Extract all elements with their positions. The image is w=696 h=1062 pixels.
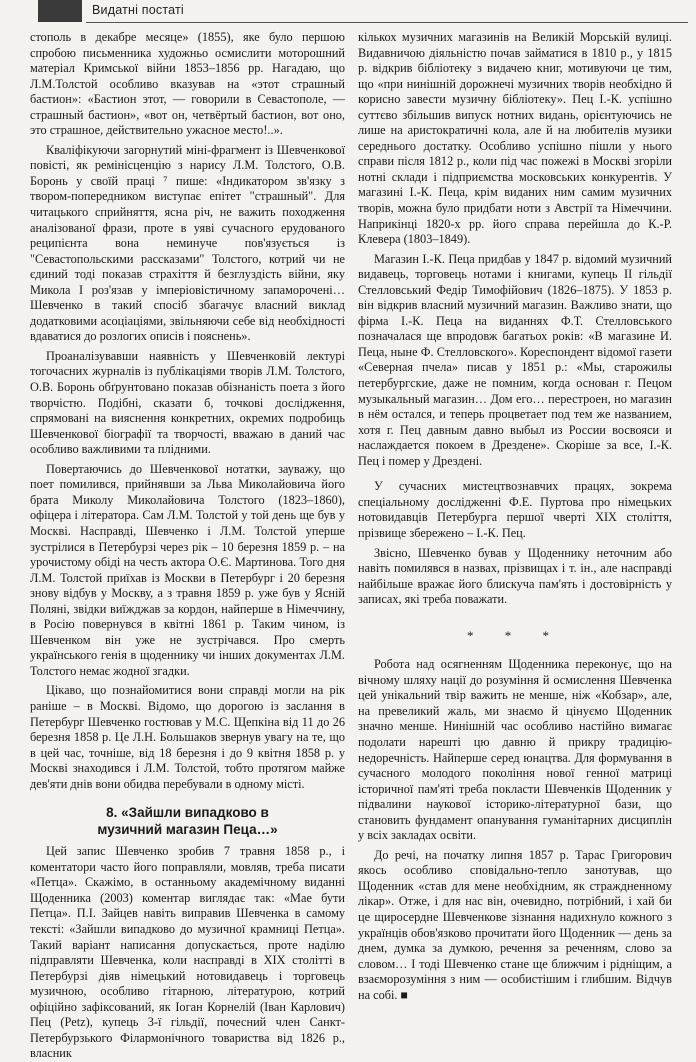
paragraph: кількох музичних магазинів на Великій Морській вулиці. Видавничою діяльністю почав займатися в 1810 р., у 1815 р. відкрив бібліотеку з видачею книг, мотивуючи це тим, що «при нинішній дорожнечі музичних творів необхідно й корисно завести музичну бібліотеку». Пец І.-К. успішно суттєво збільшив випуск нотних видань, орієнтуючись не лише на аристократичні кола, але й на любителів музики середнього достатку. Особливо успішно пішли у нього справи після 1812 р., коли під час пожежі в Москві згоріли нотні склади і підприємства московських конкурентів. У магазині І.-К. Пеца, крім виданих ним самим музичних творів, можна було придбати ноти з Австрії та Німеччини. Наприкінці 1820-х рр. його справа перейшла до К.-Р. Клевера (1803–1849). xyxy=(358,30,672,247)
running-header xyxy=(0,0,696,24)
paragraph: Повертаючись до Шевченкової нотатки, зауважу, що поет помилився, прийнявши за Льва Миколайовича його брата Миколу Миколайовича Толстого (1823–1860), офіцера і літератора. Сам Л.М. Толстой у той день ще був у Москві. Насправді, Шевченко і Л.М. Толстой уперше зустрілися в Петербурзі через рік – 10 березня 1859 р. – на урочистому обіді на честь актора О.Є. Мартинова. Того дня Л.М. Толстой приїхав із Москви в Петербург і 20 березня знову відбув у Москву, а з травня 1859 р. уже був у Ясній Поляні, звідки виїжджав за кордон, найперше в Німеччину, в Росію повернувся в квітні 1861 р. Таким чином, із Шевченком він уже не зустрічався. Про смерть українського генія в щоденнику чи інших документах Л.М. Толстого немає жодної згадки. xyxy=(30,461,345,678)
paragraph: Кваліфікуючи загорнутий міні-фрагмент із Шевченкової повісті, як ремінісценцію з нарису Л.М. Толстого, О.В. Боронь у своїй праці ⁷ пише: «Індикатором зв'язку з твором-попередником виступає епітет "страшный". Для читацького сприйняття, ясна річ, не важить походження аналізованої фрази, проте в уяві сучасного ерудованого реципієнта вона неминуче пов'язується із "Севастопольскими рассказами" Толстого, котрий чи не єдиний тоді показав страхіття й безглуздість війни, яку Микола І роз'язав у імперіовістичному запаморочені… Шевченко в такий спосіб збагачує власний виклад додатковими асоціаціями, звільняючи себе від необхідності вдаватися до розлогих описів і пояснень». xyxy=(30,142,345,344)
header-color-block xyxy=(38,0,82,22)
paragraph: Магазин І.-К. Пеца придбав у 1847 р. відомий музичний видавець, торговець нотами і книгами, купець II гільдії Стелловський Федір Тимофійович (1826–1875). У 1853 р. він відкрив власний музичний магазин. Важливо знати, що фірма І.-К. Пеца на виданнях Ф.Т. Стелловського позначалася ще впродовж багатьох років: «В магазине И. Пеца, ныне Ф. Стелловского». Кореспондент відомої газети «Северная пчела» писав у 1851 р.: «Мы, старожилы петербургские, даже не помним, когда основан г. Пецом музыкальный магазин… Дом его… перестроен, но магазин в нём остался, и теперь процветает под тем же названием, хотя г. Пец давным давно выбыл из России восвояси и наслаждается покоем в Дрездене». Скоріше за все, І.-К. Пец і помер у Дрездені. xyxy=(358,251,672,468)
paragraph: До речі, на початку липня 1857 р. Тарас Григорович якось особливо сповідально-тепло занотував, що Щоденник «став для мене необхідним, як страждненному лікар». Отже, і для нас він, очевидно, потрібний, і хай би це щиросердне Шевченкове зізнання надихнуло кожного з українців обов'язково прочитати його Щоденник — день за днем, думка за думкою, речення за реченням, слово за словом… І тоді Шевченко стане ще ближчим і рідніщим, а взаєморозуміння з ним — особистішим і глибшим. Відчув на собі. ■ xyxy=(358,847,672,1002)
paragraph: стополь в декабре месяце» (1855), яке було першою спробою письменника художньо осмислити моторошний матеріал Кримської війни 1853–1856 рр. Нагадаю, що Л.М.Толстой особливо вказував на «этот страшный бастион»: «Бастион этот, — говорили в Севастополе, — страшный бастион», «вот он, четвёртый бастион, вот оно, это страшное, действительно ужасное место!..». xyxy=(30,30,345,138)
paragraph: Цікаво, що познайомитися вони справді могли на рік раніше – в Москві. Відомо, що дорогою із заслання в Петербург Шевченко гостював у М.С. Щепкіна від 11 до 26 березня 1858 р. Це Л.Н. Большаков звернув увагу на те, що в цей час, точніше, від 18 березня і до 9 квітня 1858 р. у Москві знаходився і Л.М. Толстой, тобто протягом майже дев'яти днів вони обидва перебували в одному місті. xyxy=(30,683,345,791)
header-rule xyxy=(86,22,688,23)
paragraph: Проаналізувавши наявність у Шевченковій лектурі тогочасних журналів із публікаціями творів Л.М. Толстого, О.В. Боронь обґрунтовано показав обізнаність поета з його творчістю. Подібні, сказати б, точкові дослідження, спрямовані на вияснення конкретних, окремих подробиць Шевченкової біографії та творчості, вважаю в даний час особливо важливими та плідними. xyxy=(30,348,345,457)
section-title-header: Видатні постаті xyxy=(92,3,184,17)
section-heading-line: 8. «Зайшли випадково в xyxy=(106,805,269,821)
paragraph: Звісно, Шевченко бував у Щоденнику неточним або навіть помилявся в назвах, прізвищах і т. ін., але насправді найбільше вражає його блискуча пам'ять і достовірність у записах, які треба поважати. xyxy=(358,545,672,607)
paragraph: Цей запис Шевченко зробив 7 травня 1858 р., і коментатори часто його поправляли, мовляв, треба писати «Петца». Скажімо, в останньому академічному виданні Щоденника (2003) коментар виглядає так: «Мае бути Петца». П.І. Зайцев навіть виправив Шевченка в самому тексті: «Зайшли випадково до музичної крамниці Петца». Такий варіант написання допускається, проте наділю підправляти Шевченка, коли насправді в XIX століттi в Петербурзі діяв німецький нотовидавець і торговець музичною, особливо гітарною, літературою, котрий офіційно зафіксований, як Іоган Корнелій (Іван Карлович) Пец (Petz), купець 3-ї гільдії, почесний член Санкт-Петербурзького Філармонічного товариства від 1826 р., власник xyxy=(30,844,345,1061)
section-heading xyxy=(30,804,345,838)
left-column xyxy=(30,30,345,1062)
right-column xyxy=(358,30,672,1003)
paragraph: Робота над осягненням Щоденника переконує, що на вічному шляху нації до розуміння й осмислення Шевченка цей унікальний твір важить не менше, ніж «Кобзар», але, на превеликий жаль, ми знаємо й цінуємо Щоденник значно менше. Нинішній час особливо настійно вимагає подолати нарешті цю давню й прикру традицію-недоречність. Найперше серед юнацтва. Для формування в сучасного молодого покоління нової генної матриці історичної пам'яті треба покласти Шевченків Щоденник у підвалини наукової історико-літературної бази, що становить фундамент опанування гуманітарних дисциплін у всіх закладах освіти. xyxy=(358,657,672,843)
paragraph: У сучасних мистецтвознавчих працях, зокрема спеціальному дослідженні Ф.Е. Пуртова про німецьких нотовидавців Петербурга першої чверті XIX століття, прізвище збережено – І.-К. Пец. xyxy=(358,479,672,540)
section-heading-line: музичний магазин Пеца…» xyxy=(97,822,278,838)
section-divider: * * * xyxy=(467,627,563,643)
